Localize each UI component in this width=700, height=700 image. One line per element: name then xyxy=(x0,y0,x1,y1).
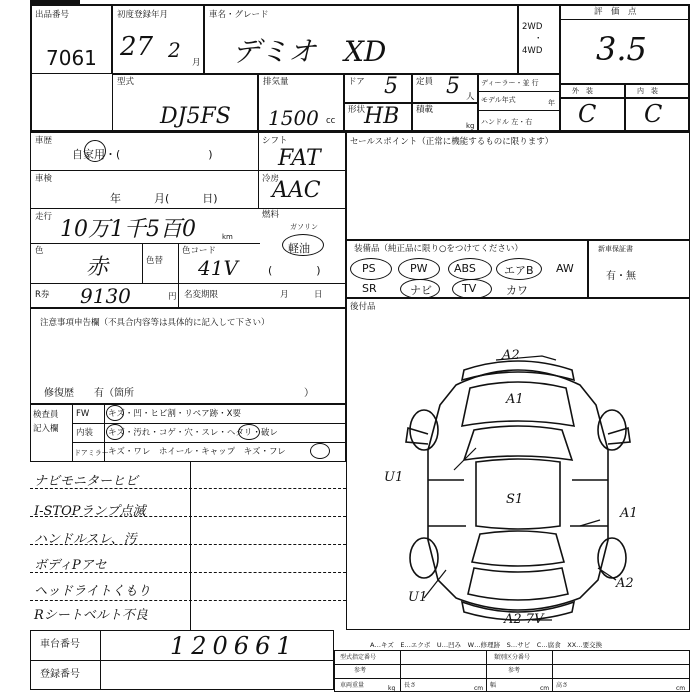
model-year-unit: 年 xyxy=(548,99,555,107)
transfer-value: 月 日 xyxy=(280,290,323,300)
drive-2wd: 2WD xyxy=(522,22,543,32)
recycle-unit: 円 xyxy=(168,292,177,302)
footer-col2 xyxy=(486,650,487,692)
equip-navi: ナビ xyxy=(410,284,432,297)
equip-sr: SR xyxy=(362,282,377,295)
drive-dot: ・ xyxy=(534,34,543,44)
footer-kg: kg xyxy=(388,685,396,692)
repair-label: 修復歴 有（箇所 ） xyxy=(44,388,314,399)
remark-3: ボディPアセ xyxy=(34,558,107,573)
chassis-value: 120661 xyxy=(170,632,298,660)
lot-label: 出品番号 xyxy=(35,10,70,20)
dealer-divider xyxy=(478,91,560,92)
notes-label: 注意事項申告欄（不具合内容等は具体的に記入して下さい） xyxy=(40,318,270,328)
remark-divider xyxy=(190,462,191,630)
color-change-label: 色替 xyxy=(146,256,164,266)
warranty-value: 有・無 xyxy=(606,271,636,282)
remark-1: I-STOPランプ点滅 xyxy=(34,504,146,519)
dealer-label: ディーラー・並 行 xyxy=(481,79,539,87)
displacement-unit: cc xyxy=(326,116,336,126)
defect-2: S1 xyxy=(506,492,524,507)
body-label: 形状 xyxy=(348,105,366,115)
equip-circle-ps xyxy=(350,258,392,280)
equip-ps: PS xyxy=(362,262,376,275)
footer-weight: 車両重量 xyxy=(340,682,365,689)
capacity-unit: 人 xyxy=(466,92,475,102)
footer-row1 xyxy=(334,664,690,665)
equip-aw: AW xyxy=(556,262,574,275)
equip-abs: ABS xyxy=(454,262,476,275)
chassis-divider xyxy=(30,660,334,661)
displacement-label: 排気量 xyxy=(263,77,289,87)
capacity-value: 5 xyxy=(446,74,460,99)
defect-5: U1 xyxy=(408,590,428,605)
footer-col1 xyxy=(400,650,401,692)
score-label: 評 価 点 xyxy=(594,7,637,17)
equip-tv: TV xyxy=(462,282,477,295)
footer-height: 高さ xyxy=(556,682,569,689)
fuel-options: ガソリン xyxy=(290,223,318,231)
chassis-label: 車台番号 xyxy=(40,639,80,650)
equip-circle-navi xyxy=(400,279,440,299)
first-reg-year: 27 xyxy=(120,32,154,62)
interior-grade: C xyxy=(644,100,663,128)
footer-cm-3: cm xyxy=(676,685,686,692)
remark-0: ナビモニターヒビ xyxy=(34,474,139,489)
legend-text: A…キズ E…エクボ U…凹み W…修理跡 S…サビ C…腐食 XX…要交換 xyxy=(370,641,603,649)
equipment-label: 装備品（純正品に限り○をつけてください） xyxy=(354,244,523,254)
inspector-row2 xyxy=(72,442,346,443)
inspector-row-items-0: キズ・凹・ヒビ割・リペア跡・X要 xyxy=(108,409,241,419)
load-label: 積載 xyxy=(416,105,434,115)
inspection-value: 年 月( 日) xyxy=(110,192,218,205)
remark-2: ハンドルスレ、汚 xyxy=(34,532,137,547)
usage-value: 自家用・( ) xyxy=(72,148,213,161)
mileage-label: 走行 xyxy=(35,212,53,222)
color-value: 赤 xyxy=(86,255,109,280)
remark-line-4 xyxy=(30,600,346,601)
color-bottom xyxy=(30,283,346,284)
mileage-unit: km xyxy=(222,233,233,241)
exterior-label: 外 装 xyxy=(572,87,593,95)
inspector-circle-1 xyxy=(106,405,124,421)
footer-length: 長さ xyxy=(404,682,417,689)
car-name: デミオ XD xyxy=(232,35,387,68)
color-div xyxy=(142,243,143,283)
drive-4wd: 4WD xyxy=(522,46,543,56)
score-value: 3.5 xyxy=(596,30,647,68)
equip-airbag: エアB xyxy=(504,264,534,277)
footer-ref-1: 参考 xyxy=(354,667,367,674)
footer-cm-1: cm xyxy=(474,685,484,692)
fuel-circle xyxy=(282,234,324,256)
footer-width: 幅 xyxy=(490,682,497,689)
chassis-col xyxy=(100,630,101,690)
interior-label: 内 装 xyxy=(637,87,658,95)
inspector-label2: 記入欄 xyxy=(33,424,59,434)
inspector-circle-2 xyxy=(106,424,124,440)
inspector-circle-3 xyxy=(238,424,260,440)
color-label: 色 xyxy=(35,246,44,256)
inspector-row-items-1: キズ・汚れ・コゲ・穴・スレ・ヘタリ・破レ xyxy=(108,428,278,438)
fuel-circled: 軽油 xyxy=(288,242,310,255)
defect-6: A2 xyxy=(616,576,634,591)
registration-label: 登録番号 xyxy=(40,669,80,680)
first-reg-label: 初度登録年月 xyxy=(117,10,169,20)
mileage-value: 10万1千5百0 xyxy=(60,217,196,242)
load-unit: kg xyxy=(466,122,475,130)
model-year-label: モデル年式 xyxy=(481,96,516,104)
defect-7: A2 7V xyxy=(504,612,544,627)
defect-1: A1 xyxy=(506,392,524,407)
fuel-paren: ( ) xyxy=(268,264,321,277)
footer-class: 類別区分番号 xyxy=(494,654,531,661)
doors-value: 5 xyxy=(384,74,398,99)
inspection-bottom xyxy=(30,208,346,209)
inspector-row-name-0: FW xyxy=(76,409,90,419)
model-value: DJ5FS xyxy=(160,104,231,129)
first-reg-month-unit: 月 xyxy=(192,58,201,68)
footer-row2 xyxy=(334,678,690,679)
usage-circle xyxy=(84,140,106,162)
sales-point-frame xyxy=(346,132,690,240)
equip-pw: PW xyxy=(410,262,428,275)
recycle-label: R券 xyxy=(35,290,50,300)
defect-4: A1 xyxy=(620,506,638,521)
equip-circle-airbag xyxy=(496,258,542,280)
post-items-label: 後付品 xyxy=(350,302,376,312)
doors-label: ドア xyxy=(348,77,365,87)
ac-value: AAC xyxy=(272,178,321,203)
model-label: 型式 xyxy=(117,77,135,87)
inspector-label1: 検査員 xyxy=(33,410,59,420)
color-code-label: 色コード xyxy=(182,246,217,256)
remark-5: Rシートベルト不良 xyxy=(34,608,148,623)
defect-0: A2 xyxy=(502,348,520,363)
defect-3: U1 xyxy=(384,470,404,485)
capacity-label: 定員 xyxy=(416,77,434,87)
inspector-row-name-2: ドアミラー xyxy=(74,449,109,457)
car-name-label: 車名・グレード xyxy=(209,10,269,20)
footer-model-spec: 型式指定番号 xyxy=(340,654,377,661)
color-code-div xyxy=(178,243,179,283)
warranty-label: 新車保証書 xyxy=(598,245,633,253)
usage-label: 車歴 xyxy=(35,136,53,146)
shift-value: FAT xyxy=(278,146,321,171)
equip-circle-tv xyxy=(452,279,492,299)
transfer-label: 名変期限 xyxy=(184,290,219,300)
equip-circle-pw xyxy=(398,258,440,280)
sales-point-label: セールスポイント（正常に機能するものに限ります） xyxy=(350,137,554,147)
shift-divider xyxy=(258,132,259,208)
exterior-grade: C xyxy=(578,100,597,128)
lot-number: 7061 xyxy=(46,46,97,70)
footer-cm-2: cm xyxy=(540,685,550,692)
inspection-label: 車検 xyxy=(35,174,53,184)
model-year-divider xyxy=(478,110,560,111)
recycle-div xyxy=(178,283,179,308)
color-code-value: 41V xyxy=(198,256,238,280)
inspector-row-items-2: キズ・ワレ ホイール・キャップ キズ・フレ xyxy=(108,447,286,457)
fuel-label: 燃料 xyxy=(262,210,280,220)
equip-circle-abs xyxy=(448,258,492,280)
footer-col3 xyxy=(552,650,553,692)
footer-ref-2: 参考 xyxy=(508,667,521,674)
inspector-circle-4 xyxy=(310,443,330,459)
mileage-bottom xyxy=(30,243,260,244)
shift-label: シフト xyxy=(262,136,288,146)
inspector-div1 xyxy=(72,404,73,462)
ac-label: 冷房 xyxy=(262,174,280,184)
handle-label: ハンドル 左・右 xyxy=(481,118,533,126)
body-value: HB xyxy=(364,104,400,129)
first-reg-month: 2 xyxy=(168,38,181,62)
inspector-row-name-1: 内装 xyxy=(76,428,94,438)
remark-4: ヘッドライトくもり xyxy=(34,584,151,599)
displacement-value: 1500 xyxy=(268,106,319,130)
recycle-value: 9130 xyxy=(80,284,131,308)
equip-leather: カワ xyxy=(506,284,528,297)
